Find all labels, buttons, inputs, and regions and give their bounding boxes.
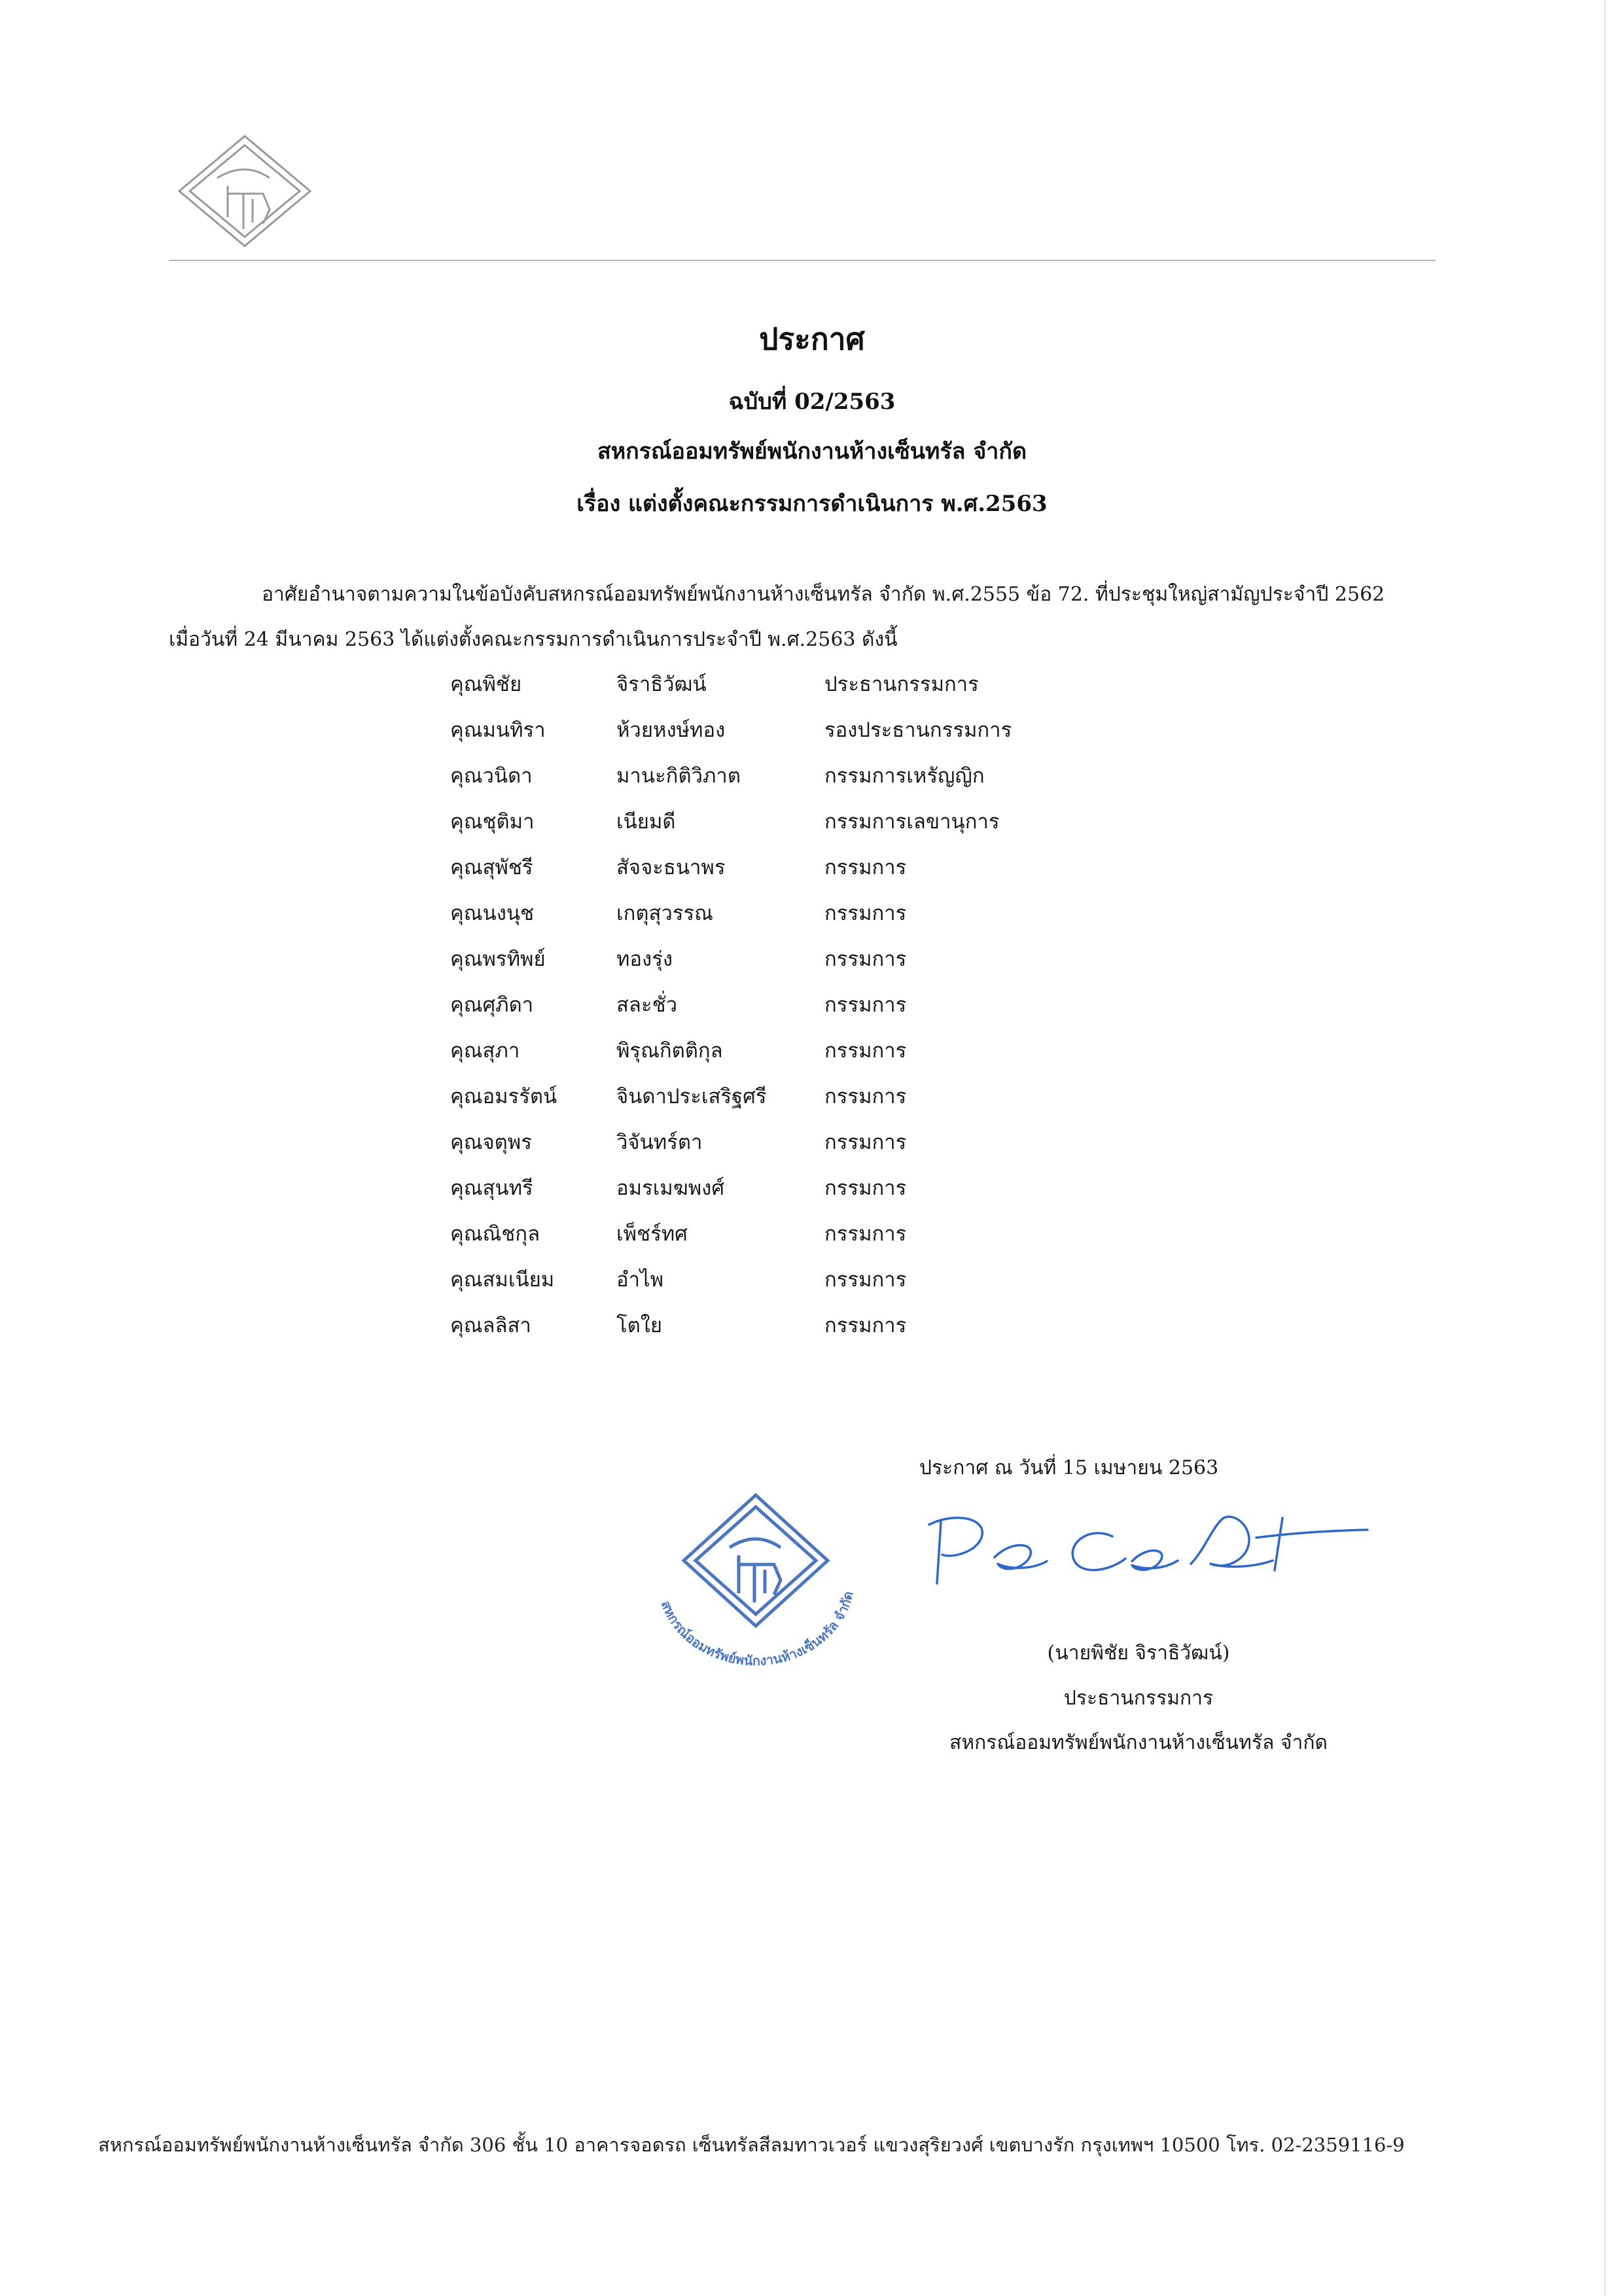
footer-address: สหกรณ์ออมทรัพย์พนักงานห้างเซ็นทรัล จำกัด 306 ชั้น 10 อาคารจอดรถ เซ็นทรัลสีลมทาวเวอร์ แขวงสุริยวงศ์ เขตบางรัก กรุงเทพฯ 10500 โทร. 02-2359116-9 <box>98 2134 1405 2156</box>
member-position: กรรมการ <box>824 856 907 879</box>
member-position: กรรมการ <box>824 1176 907 1200</box>
member-last-name: สัจจะธนาพร <box>616 856 726 879</box>
member-row <box>450 1171 1235 1217</box>
member-first-name: คุณสุนทรี <box>450 1176 533 1200</box>
member-row <box>450 759 1235 805</box>
member-row <box>450 667 1235 713</box>
member-first-name: คุณศุภิดา <box>450 993 534 1017</box>
member-row <box>450 805 1235 851</box>
member-first-name: คุณอมรรัตน์ <box>450 1085 557 1108</box>
announcement-subject: เรื่อง แต่งตั้งคณะกรรมการดำเนินการ พ.ศ.2563 <box>576 491 1048 517</box>
member-first-name: คุณวนิดา <box>450 764 533 788</box>
announcement-date: ประกาศ ณ วันที่ 15 เมษายน 2563 <box>919 1457 1219 1479</box>
committee-list <box>450 667 1235 1354</box>
member-position: ประธานกรรมการ <box>824 673 979 696</box>
header-rule <box>169 260 1436 261</box>
page-title: ประกาศ <box>759 321 865 357</box>
member-row <box>450 896 1235 942</box>
member-first-name: คุณสมเนียม <box>450 1268 555 1292</box>
announcement-number: ฉบับที่ 02/2563 <box>728 389 896 415</box>
member-position: กรรมการ <box>824 1131 907 1154</box>
member-last-name: เพ็ชร์ทศ <box>616 1222 688 1246</box>
member-position: กรรมการ <box>824 902 907 925</box>
paragraph-line-1: อาศัยอำนาจตามความในข้อบังคับสหกรณ์ออมทรัพย์พนักงานห้างเซ็นทรัล จำกัด พ.ศ.2555 ข้อ 72. ที่ประชุมใหญ่สามัญประจำปี 2562 <box>262 583 1385 606</box>
member-last-name: เนียมดี <box>616 810 676 834</box>
svg-text:สหกรณ์ออมทรัพย์พนักงานห้างเซ็น <box>658 1590 856 1669</box>
member-position: กรรมการ <box>824 993 907 1017</box>
member-position: กรรมการ <box>824 1268 907 1292</box>
member-last-name: โตใย <box>616 1314 663 1337</box>
member-first-name: คุณสุพัชรี <box>450 856 533 879</box>
member-first-name: คุณพิชัย <box>450 673 522 696</box>
handwritten-signature-icon <box>916 1498 1413 1597</box>
member-row <box>450 1309 1235 1354</box>
member-row <box>450 988 1235 1034</box>
member-row <box>450 851 1235 896</box>
member-last-name: จินดาประเสริฐศรี <box>616 1085 767 1108</box>
member-first-name: คุณณิชกุล <box>450 1222 540 1246</box>
member-position: กรรมการ <box>824 947 907 971</box>
member-last-name: สละชั่ว <box>616 993 678 1017</box>
signer-position: ประธานกรรมการ <box>1063 1687 1214 1710</box>
member-last-name: อมรเมฆพงศ์ <box>616 1176 724 1200</box>
member-first-name: คุณสุภา <box>450 1039 520 1063</box>
member-last-name: เกตุสุวรรณ <box>616 902 713 925</box>
stamp-text: สหกรณ์ออมทรัพย์พนักงานห้างเซ็นทรัล จำกัด <box>658 1589 856 1669</box>
member-row <box>450 1034 1235 1080</box>
cooperative-logo-icon <box>171 131 319 252</box>
member-position: กรรมการ <box>824 1085 907 1108</box>
member-position: กรรมการ <box>824 1039 907 1063</box>
member-last-name: ทองรุ่ง <box>616 947 673 971</box>
member-position: กรรมการ <box>824 1222 907 1246</box>
cooperative-seal-stamp-icon <box>638 1482 874 1678</box>
member-position: กรรมการเหรัญญิก <box>824 764 985 788</box>
member-position: กรรมการ <box>824 1314 907 1337</box>
member-first-name: คุณพรทิพย์ <box>450 947 546 971</box>
member-first-name: คุณจตุพร <box>450 1131 532 1154</box>
member-last-name: จิราธิวัฒน์ <box>616 673 707 696</box>
member-last-name: มานะกิติวิภาต <box>616 764 741 788</box>
member-row <box>450 1125 1235 1171</box>
member-row <box>450 1080 1235 1125</box>
member-row <box>450 1217 1235 1263</box>
organization-title: สหกรณ์ออมทรัพย์พนักงานห้างเซ็นทรัล จำกัด <box>597 438 1027 465</box>
member-position: กรรมการเลขานุการ <box>824 810 1000 834</box>
member-row <box>450 1263 1235 1309</box>
member-position: รองประธานกรรมการ <box>824 718 1012 742</box>
member-last-name: พิรุณกิตติกุล <box>616 1039 723 1063</box>
member-row <box>450 942 1235 988</box>
paragraph-line-2: เมื่อวันที่ 24 มีนาคม 2563 ได้แต่งตั้งคณะกรรมการดำเนินการประจำปี พ.ศ.2563 ดังนี้ <box>169 628 898 651</box>
member-first-name: คุณชุติมา <box>450 810 535 834</box>
member-first-name: คุณนงนุช <box>450 902 535 925</box>
signer-name: (นายพิชัย จิราธิวัฒน์) <box>1047 1642 1230 1665</box>
member-row <box>450 713 1235 759</box>
member-last-name: ห้วยหงษ์ทอง <box>616 718 726 742</box>
member-last-name: วิจันทร์ตา <box>616 1131 703 1154</box>
signer-organization: สหกรณ์ออมทรัพย์พนักงานห้างเซ็นทรัล จำกัด <box>949 1731 1328 1754</box>
member-first-name: คุณมนทิรา <box>450 718 546 742</box>
member-first-name: คุณลลิสา <box>450 1314 531 1337</box>
member-last-name: อำไพ <box>616 1268 664 1292</box>
